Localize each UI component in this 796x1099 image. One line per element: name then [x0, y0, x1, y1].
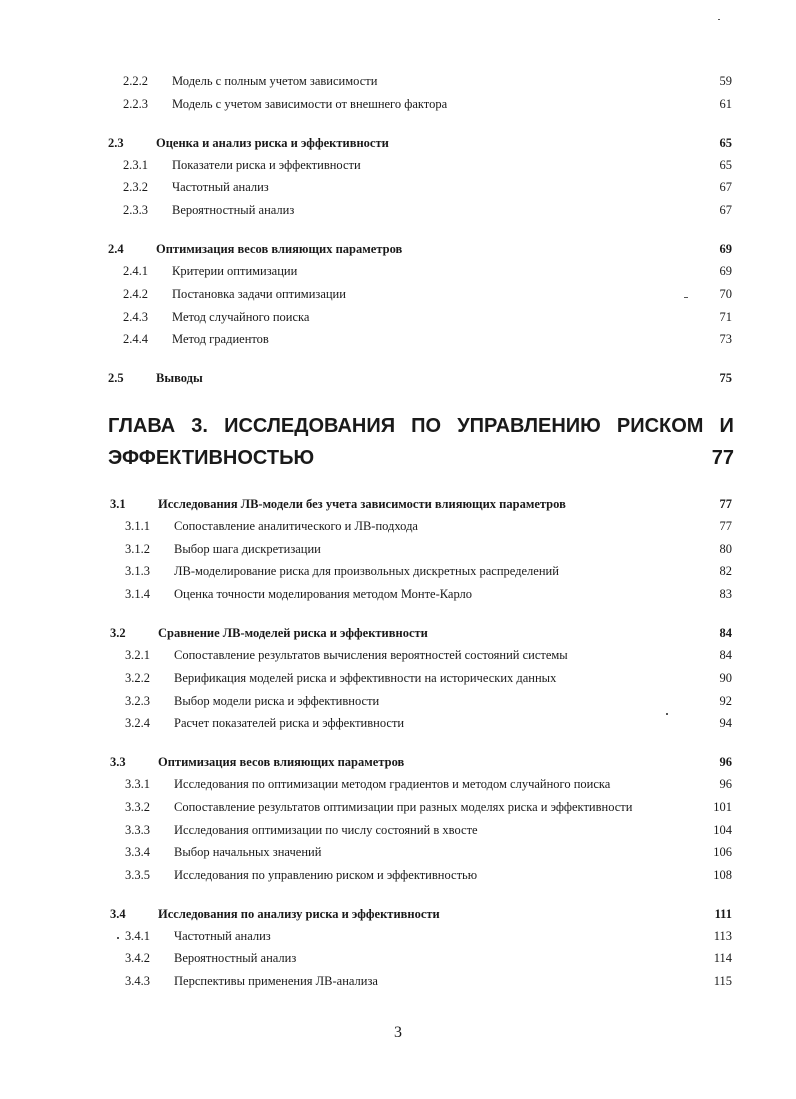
toc-entry-page: 77: [719, 519, 732, 533]
toc-entry-page: 101: [713, 800, 732, 814]
toc-entry-page: 115: [713, 974, 732, 988]
toc-entry-page: 67: [719, 180, 732, 194]
toc-entry-number: 3.4: [110, 907, 126, 921]
toc-entry-number: 3.2: [110, 626, 126, 640]
toc-entry-title: Исследования по анализу риска и эффективности: [158, 907, 440, 921]
toc-entry-number: 3.3.5: [125, 868, 150, 882]
toc-entry-number: 3.3.4: [125, 845, 150, 859]
toc-entry-title: Частотный анализ: [174, 929, 271, 943]
chapter-word: ПО: [411, 415, 442, 437]
toc-entry-page: 82: [719, 564, 732, 578]
toc-entry-title: Выбор начальных значений: [174, 845, 322, 859]
toc-entry-number: 2.4.2: [123, 287, 148, 301]
toc-entry-page: 69: [719, 264, 732, 278]
toc-subsection-entry[interactable]: [0, 283, 796, 305]
toc-entry-title: Оптимизация весов влияющих параметров: [156, 242, 403, 256]
toc-entry-page: 67: [719, 203, 732, 217]
toc-entry-page: 80: [719, 542, 732, 556]
toc-subsection-entry[interactable]: [0, 583, 796, 605]
scan-speck: [117, 937, 119, 939]
toc-entry-page: 104: [713, 823, 732, 837]
toc-subsection-entry[interactable]: [0, 690, 796, 712]
toc-entry-page: 113: [713, 929, 732, 943]
toc-entry-title: Вероятностный анализ: [172, 203, 295, 217]
scan-speck: [666, 713, 668, 715]
toc-entry-title: Метод градиентов: [172, 332, 269, 346]
toc-entry-number: 3.3: [110, 755, 126, 769]
toc-entry-title: Метод случайного поиска: [172, 310, 310, 324]
toc-entry-page: 106: [713, 845, 732, 859]
toc-entry-number: 3.3.2: [125, 800, 150, 814]
toc-subsection-entry[interactable]: [0, 93, 796, 115]
toc-subsection-entry[interactable]: [0, 538, 796, 560]
toc-entry-number: 2.3.1: [123, 158, 148, 172]
toc-entry-page: 65: [719, 136, 732, 150]
toc-entry-title: Оценка и анализ риска и эффективности: [156, 136, 389, 150]
toc-entry-number: 3.1.1: [125, 519, 150, 533]
toc-entry-title: Выбор шага дискретизации: [174, 542, 321, 556]
toc-section-entry[interactable]: [0, 751, 796, 773]
toc-section-entry[interactable]: [0, 903, 796, 925]
toc-entry-page: 71: [719, 310, 732, 324]
toc-entry-title: Модель с полным учетом зависимости: [172, 74, 378, 88]
toc-entry-title: ЛВ-моделирование риска для произвольных дискретных распределений: [174, 564, 559, 578]
toc-entry-page: 96: [719, 777, 732, 791]
toc-entry-page: 96: [719, 755, 732, 769]
toc-entry-title: Частотный анализ: [172, 180, 269, 194]
toc-subsection-entry[interactable]: [0, 773, 796, 795]
toc-entry-number: 3.1.4: [125, 587, 150, 601]
chapter-3-heading[interactable]: [108, 410, 734, 474]
toc-entry-title: Выводы: [156, 371, 203, 385]
toc-entry-page: 108: [713, 868, 732, 882]
toc-section-entry[interactable]: [0, 622, 796, 644]
toc-entry-page: 75: [719, 371, 732, 385]
toc-entry-title: Исследования ЛВ-модели без учета зависимости влияющих параметров: [158, 497, 566, 511]
toc-entry-number: 3.4.1: [125, 929, 150, 943]
toc-subsection-entry[interactable]: [0, 947, 796, 969]
toc-entry-title: Расчет показателей риска и эффективности: [174, 716, 405, 730]
toc-entry-number: 2.4.1: [123, 264, 148, 278]
toc-subsection-entry[interactable]: [0, 560, 796, 582]
toc-entry-number: 3.1: [110, 497, 126, 511]
toc-entry-title: Выбор модели риска и эффективности: [174, 694, 380, 708]
toc-entry-number: 2.2.3: [123, 97, 148, 111]
toc-subsection-entry[interactable]: [0, 667, 796, 689]
toc-entry-title: Сопоставление результатов вычисления вероятностей состояний системы: [174, 648, 568, 662]
toc-entry-page: 61: [719, 97, 732, 111]
toc-entry-title: Исследования оптимизации по числу состояний в хвосте: [174, 823, 478, 837]
toc-entry-number: 3.3.3: [125, 823, 150, 837]
toc-entry-page: 90: [719, 671, 732, 685]
toc-entry-title: Верификация моделей риска и эффективности на исторических данных: [174, 671, 557, 685]
toc-subsection-entry[interactable]: [0, 925, 796, 947]
toc-entry-page: 59: [719, 74, 732, 88]
toc-entry-title: Сопоставление результатов оптимизации при разных моделях риска и эффективности: [174, 800, 633, 814]
toc-entry-page: 114: [713, 951, 732, 965]
toc-entry-page: 92: [719, 694, 732, 708]
toc-subsection-entry[interactable]: [0, 199, 796, 221]
toc-entry-title: Перспективы применения ЛВ-анализа: [174, 974, 378, 988]
page-number: 3: [394, 1024, 402, 1041]
toc-entry-number: 3.2.1: [125, 648, 150, 662]
toc-subsection-entry[interactable]: [0, 515, 796, 537]
chapter-page: 77: [711, 447, 734, 469]
toc-entry-page: 73: [719, 332, 732, 346]
toc-entry-number: 2.3.3: [123, 203, 148, 217]
toc-subsection-entry[interactable]: [0, 644, 796, 666]
toc-entry-title: Модель с учетом зависимости от внешнего фактора: [172, 97, 448, 111]
toc-entry-title: Оценка точности моделирования методом Монте-Карло: [174, 587, 473, 601]
toc-section-entry[interactable]: [0, 132, 796, 154]
toc-subsection-entry[interactable]: [0, 154, 796, 176]
toc-section-entry[interactable]: [0, 493, 796, 515]
toc-subsection-entry[interactable]: [0, 970, 796, 992]
toc-entry-page: 83: [719, 587, 732, 601]
chapter-word: И: [719, 415, 734, 437]
chapter-word: РИСКОМ: [616, 415, 704, 437]
toc-subsection-entry[interactable]: [0, 796, 796, 818]
toc-entry-number: 2.4.3: [123, 310, 148, 324]
toc-section-entry[interactable]: [0, 238, 796, 260]
toc-subsection-entry[interactable]: [0, 712, 796, 734]
toc-entry-number: 2.2.2: [123, 74, 148, 88]
toc-entry-number: 2.3: [108, 136, 124, 150]
toc-entry-page: 84: [719, 648, 732, 662]
toc-entry-title: Сравнение ЛВ-моделей риска и эффективности: [158, 626, 428, 640]
toc-entry-title: Исследования по оптимизации методом градиентов и методом случайного поиска: [174, 777, 611, 791]
toc-entry-number: 3.2.3: [125, 694, 150, 708]
toc-entry-title: Исследования по управлению риском и эффективностью: [174, 868, 478, 882]
toc-subsection-entry[interactable]: [0, 70, 796, 92]
toc-entry-number: 3.2.2: [125, 671, 150, 685]
toc-entry-page: 70: [719, 287, 732, 301]
scan-speck: [718, 19, 720, 20]
toc-entry-page: 94: [719, 716, 732, 730]
chapter-title-line2: ЭФФЕКТИВНОСТЬЮ: [108, 447, 315, 469]
toc-subsection-entry[interactable]: [0, 819, 796, 841]
toc-entry-page: 111: [714, 907, 732, 921]
toc-entry-number: 3.4.2: [125, 951, 150, 965]
toc-entry-number: 3.3.1: [125, 777, 150, 791]
toc-subsection-entry[interactable]: [0, 260, 796, 282]
toc-entry-title: Оптимизация весов влияющих параметров: [158, 755, 405, 769]
chapter-word: 3.: [191, 415, 208, 437]
toc-entry-page: 77: [719, 497, 732, 511]
toc-entry-title: Вероятностный анализ: [174, 951, 297, 965]
toc-subsection-entry[interactable]: [0, 328, 796, 350]
toc-entry-number: 3.4.3: [125, 974, 150, 988]
toc-entry-number: 2.4.4: [123, 332, 148, 346]
toc-entry-page: 84: [719, 626, 732, 640]
chapter-word: УПРАВЛЕНИЮ: [457, 415, 601, 437]
toc-subsection-entry[interactable]: [0, 306, 796, 328]
toc-entry-title: Показатели риска и эффективности: [172, 158, 361, 172]
chapter-word: ГЛАВА: [108, 415, 176, 437]
toc-subsection-entry[interactable]: [0, 841, 796, 863]
toc-section-entry[interactable]: [0, 367, 796, 389]
toc-entry-number: 2.4: [108, 242, 124, 256]
toc-entry-number: 2.5: [108, 371, 124, 385]
toc-entry-number: 3.1.2: [125, 542, 150, 556]
toc-entry-title: Постановка задачи оптимизации: [172, 287, 346, 301]
toc-entry-page: 65: [719, 158, 732, 172]
chapter-word: ИССЛЕДОВАНИЯ: [224, 415, 396, 437]
toc-entry-number: 3.1.3: [125, 564, 150, 578]
toc-subsection-entry[interactable]: [0, 864, 796, 886]
scan-speck: [684, 297, 688, 298]
toc-entry-title: Сопоставление аналитического и ЛВ-подхода: [174, 519, 418, 533]
toc-entry-page: 69: [719, 242, 732, 256]
toc-subsection-entry[interactable]: [0, 176, 796, 198]
toc-entry-number: 2.3.2: [123, 180, 148, 194]
toc-entry-title: Критерии оптимизации: [172, 264, 298, 278]
toc-entry-number: 3.2.4: [125, 716, 150, 730]
